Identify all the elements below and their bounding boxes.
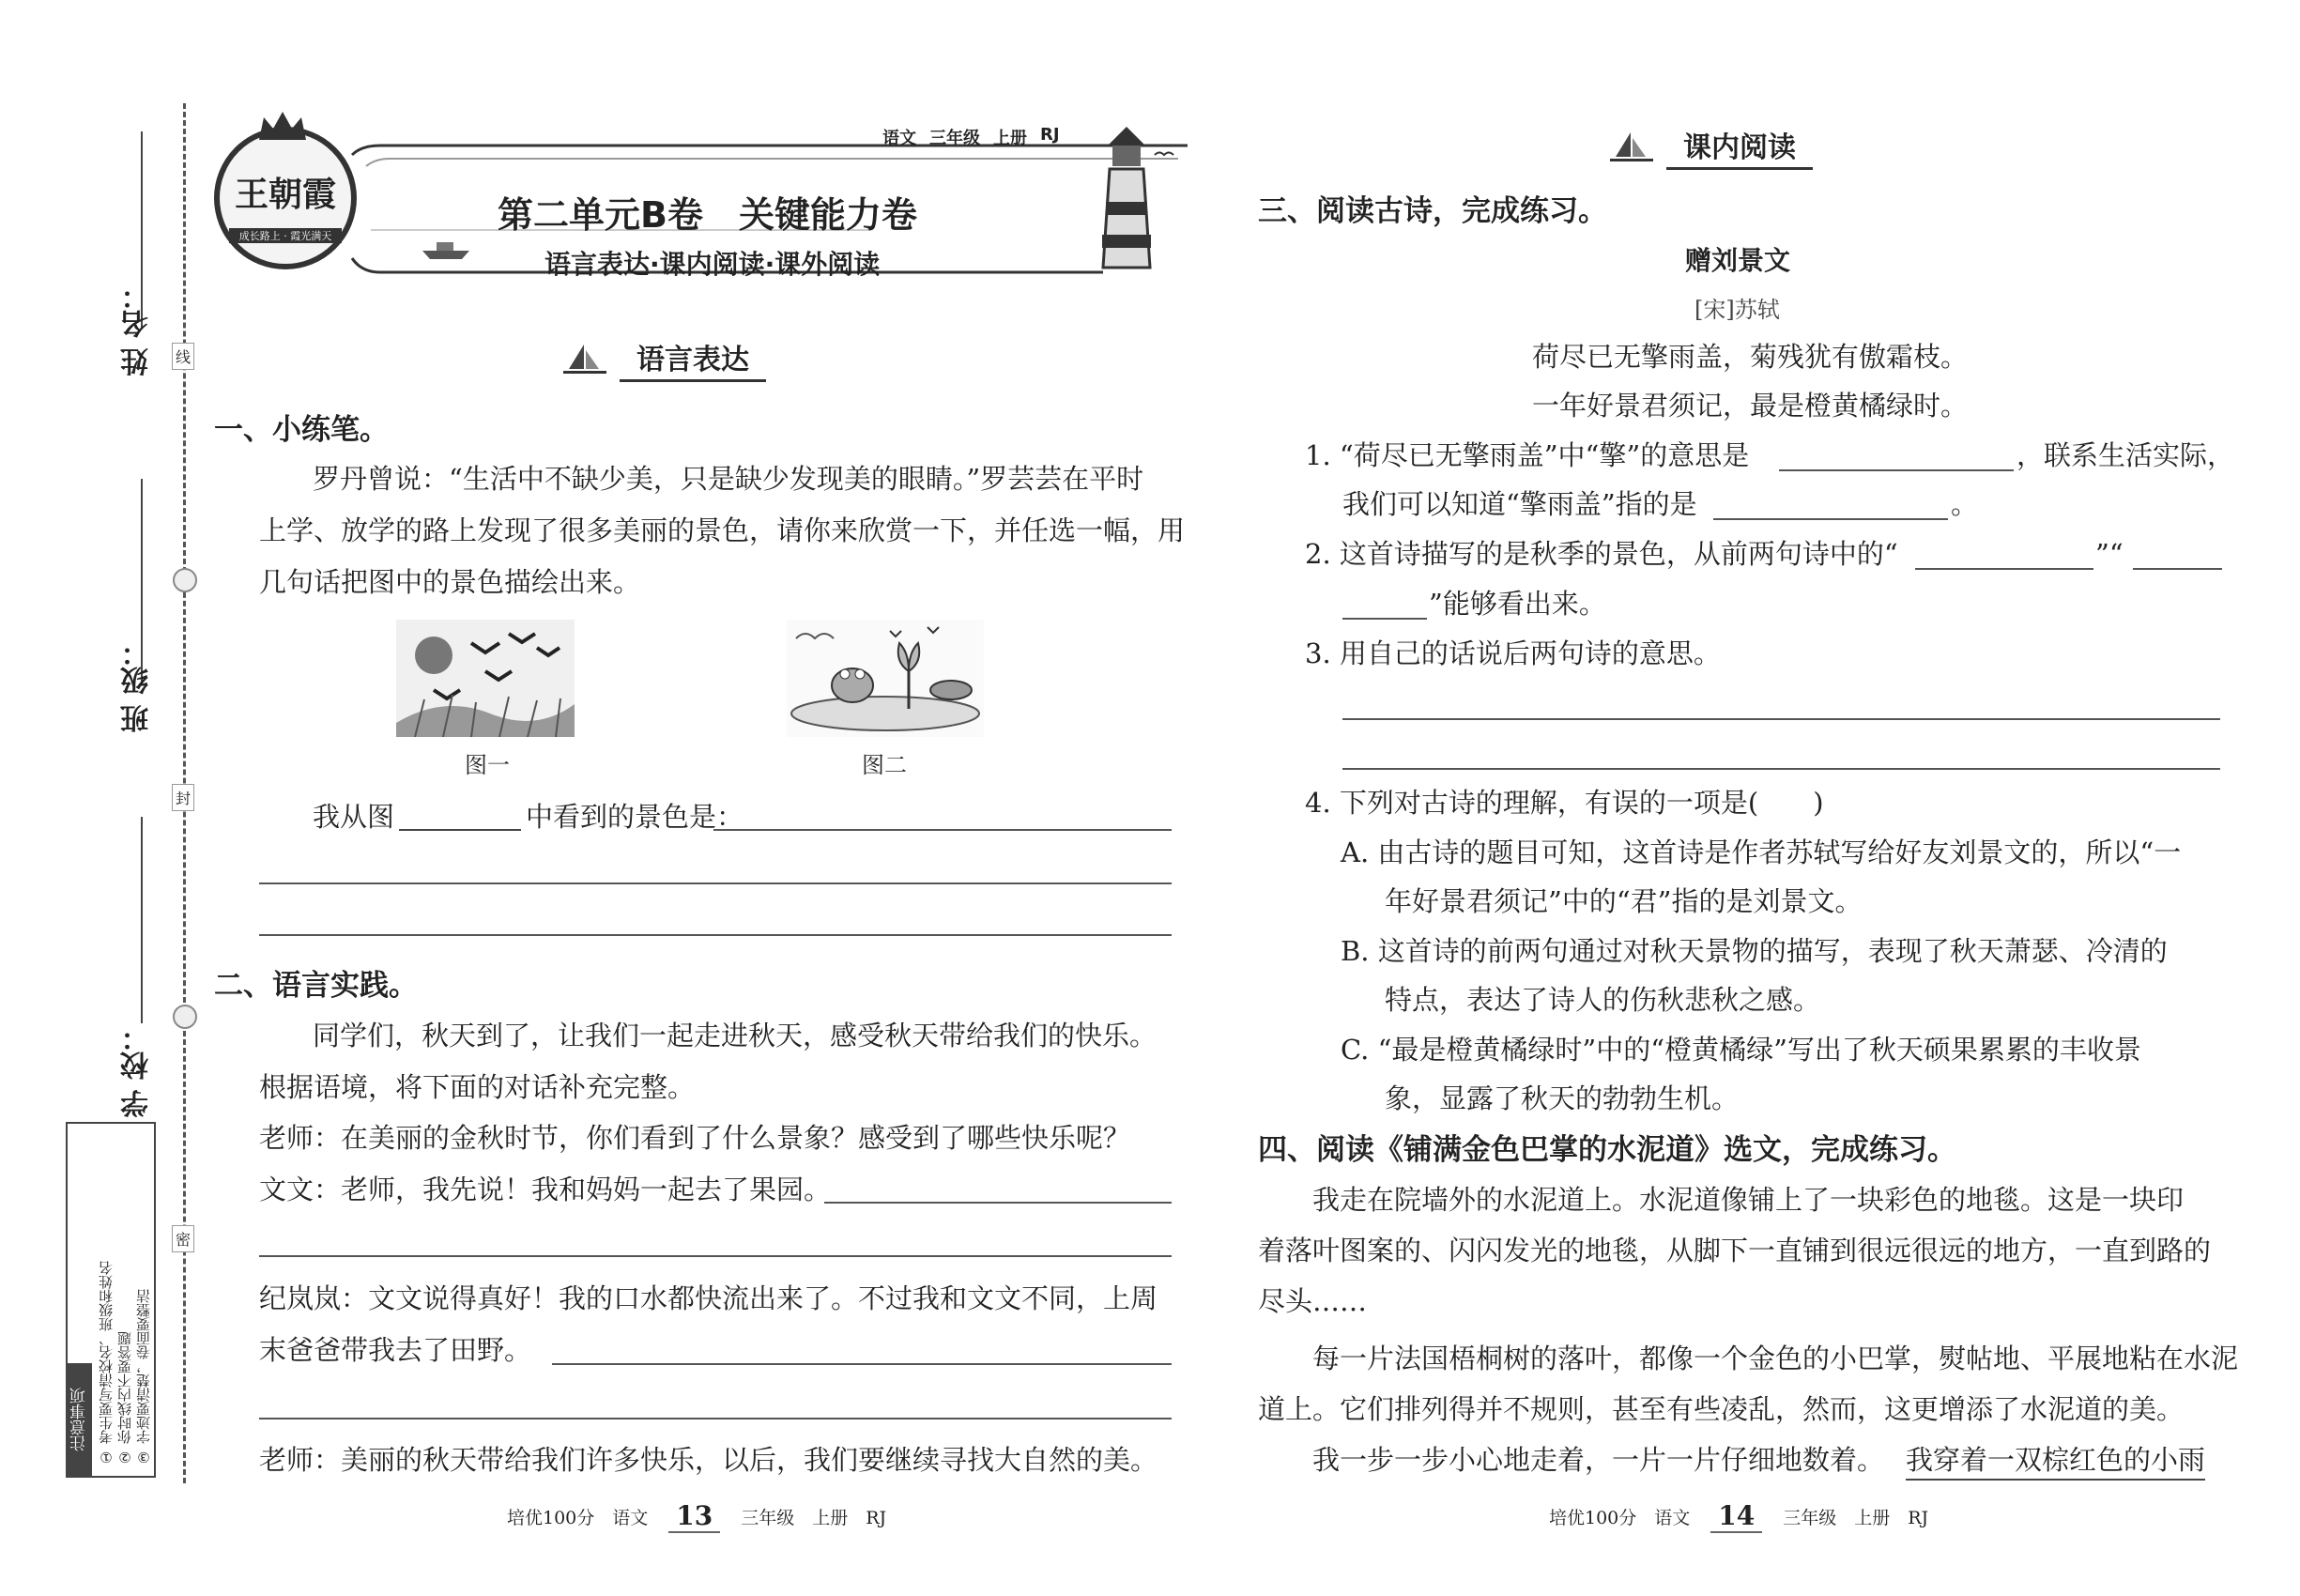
- q3-sub1-text-c: 我们可以知道“擎雨盖”指的是: [1342, 488, 1697, 520]
- cut-mark-1: 线: [172, 343, 194, 370]
- header-tags: [882, 125, 1060, 149]
- q3-sub4-text: 4. 下列对古诗的理解，有误的一项是( ): [1305, 787, 1824, 819]
- cut-mark-3: 密: [172, 1225, 194, 1252]
- tag-subject: 语文: [882, 129, 916, 148]
- section-banner-reading: [1610, 124, 1813, 170]
- logo-badge: [214, 127, 357, 269]
- q2-dialog-jilanlan-2: 末爸爸带我去了田野。: [259, 1334, 532, 1366]
- q3-sub1-text-a: 1. “荷尽已无擎雨盖”中“擎”的意思是: [1305, 439, 1750, 471]
- q2-jilanlan-answer-line-2[interactable]: [259, 1418, 1172, 1420]
- q3-sub1-blank-1[interactable]: [1779, 469, 2014, 471]
- sailboat-icon: [563, 343, 606, 376]
- q3-option-a-line-2: 年好景君须记”中的“君”指的是刘景文。: [1385, 885, 1863, 917]
- q4-p1-line-3: 尽头……: [1258, 1285, 1368, 1317]
- cut-mark-2: 封: [172, 784, 194, 811]
- q4-p2-line-1: 每一片法国梧桐树的落叶，都像一个金色的小巴掌，熨帖地、平展地粘在水泥: [1312, 1343, 2239, 1374]
- q3-option-c-line-1[interactable]: C. “最是橙黄橘绿时”中的“橙黄橘绿”写出了秋天硕果累累的丰收景: [1341, 1034, 2141, 1066]
- footer-right: [1549, 1500, 1928, 1533]
- q4-p1-line-1: 我走在院墙外的水泥道上。水泥道像铺上了一块彩色的地毯。这是一块印: [1312, 1184, 2185, 1216]
- q2-jilanlan-answer-line-1[interactable]: [552, 1363, 1172, 1365]
- q4-p3-text-a: 我一步一步小心地走着，一片一片仔细地数着。: [1312, 1444, 1885, 1476]
- q3-sub2-text-a: 2. 这首诗描写的是秋季的景色，从前两句诗中的“: [1305, 538, 1898, 570]
- poem-author: [宋]苏轼: [1694, 297, 1780, 323]
- footer-right-text-2: 三年级 上册 RJ: [1783, 1508, 1929, 1528]
- cut-hole-2: [173, 1005, 197, 1029]
- q2-dialog-jilanlan-1: 纪岚岚：文文说得真好！我的口水都快流出来了。不过我和文文不同，上周: [259, 1282, 1158, 1314]
- q3-option-b-line-1[interactable]: B. 这首诗的前两句通过对秋天景物的描写，表现了秋天萧瑟、冷清的: [1341, 935, 2168, 967]
- tag-volume: 上册: [993, 129, 1027, 148]
- figure-2-caption: 图二: [862, 752, 907, 778]
- q4-p3-text-b: 我穿着一双棕红色的小雨: [1906, 1441, 2205, 1481]
- q3-heading: 三、阅读古诗，完成练习。: [1258, 194, 1607, 228]
- q1-para-line-2: 上学、放学的路上发现了很多美丽的景色，请你来欣赏一下，并任选一幅，用: [259, 514, 1186, 546]
- poem-line-1: 荷尽已无擎雨盖，菊残犹有傲霜枝。: [1532, 341, 1969, 373]
- q1-answer-line-1[interactable]: [713, 829, 1172, 831]
- q1-answer-prefix: 我从图: [313, 801, 395, 833]
- q3-option-b-line-2: 特点，表达了诗人的伤秋悲秋之感。: [1385, 984, 1821, 1016]
- q1-answer-middle: 中看到的景色是：: [526, 801, 744, 833]
- q4-heading: 四、阅读《铺满金色巴掌的水泥道》选文，完成练习。: [1258, 1133, 1956, 1167]
- banner-language-text: 语言表达: [620, 336, 766, 382]
- figure-1-image: [396, 620, 575, 737]
- class-label: 班 级：: [121, 638, 154, 733]
- q2-dialog-wenwen: 文文：老师，我先说！我和妈妈一起去了果园。: [259, 1174, 832, 1205]
- q2-para-line-1: 同学们，秋天到了，让我们一起走进秋天，感受秋天带给我们的快乐。: [313, 1020, 1158, 1051]
- sailboat-icon: [1610, 130, 1653, 164]
- q1-para-line-3: 几句话把图中的景色描绘出来。: [259, 566, 641, 598]
- school-underline: [141, 817, 143, 1023]
- notice-box: [66, 1122, 156, 1478]
- poem-title: 赠刘景文: [1685, 245, 1791, 276]
- q3-sub2-blank-2b[interactable]: [1342, 618, 1427, 620]
- q3-sub2-text-c: ”能够看出来。: [1429, 588, 1606, 620]
- logo-slogan: 成长路上 · 霞光满天: [229, 228, 342, 243]
- footer-right-page-number: 14: [1710, 1500, 1762, 1533]
- q3-sub1-blank-2[interactable]: [1713, 518, 1948, 520]
- q2-dialog-teacher-2: 老师：美丽的秋天带给我们许多快乐，以后，我们要继续寻找大自然的美。: [259, 1444, 1158, 1476]
- q3-sub3-answer-line-2[interactable]: [1342, 768, 2220, 770]
- figure-2-image: [787, 620, 984, 737]
- page-title: 第二单元B卷 关键能力卷: [498, 194, 917, 236]
- q3-option-a-line-1[interactable]: A. 由古诗的题目可知，这首诗是作者苏轼写给好友刘景文的，所以“一: [1341, 836, 2182, 868]
- q2-wenwen-answer-line-2[interactable]: [259, 1255, 1172, 1257]
- footer-left-text-2: 三年级 上册 RJ: [741, 1508, 887, 1528]
- q3-option-c-line-2: 象，显露了秋天的勃勃生机。: [1385, 1082, 1740, 1114]
- notice-item-2: ② 你时线内不要答题: [116, 1331, 133, 1466]
- q2-heading: 二、语言实践。: [214, 969, 418, 1003]
- q3-sub1-text-b: ，联系生活实际，: [2016, 439, 2235, 471]
- q2-para-line-2: 根据语境，将下面的对话补充完整。: [259, 1071, 696, 1103]
- q3-sub2-text-b: ”“: [2095, 538, 2124, 570]
- q1-answer-line-2[interactable]: [259, 882, 1172, 884]
- footer-left-page-number: 13: [668, 1500, 720, 1533]
- q3-sub2-blank-2a[interactable]: [2133, 568, 2222, 570]
- logo-crown: [259, 112, 306, 140]
- banner-reading-text: 课内阅读: [1666, 124, 1813, 170]
- tag-grade: 三年级: [929, 129, 980, 148]
- page-subtitle: 语言表达·课内阅读·课外阅读: [544, 249, 881, 280]
- q1-figure-blank[interactable]: [399, 829, 521, 831]
- q1-para-line-1: 罗丹曾说：“生活中不缺少美，只是缺少发现美的眼睛。”罗芸芸在平时: [313, 463, 1144, 495]
- poem-line-2: 一年好景君须记，最是橙黄橘绿时。: [1532, 390, 1969, 422]
- q1-answer-line-3[interactable]: [259, 934, 1172, 936]
- q3-sub1-text-d: 。: [1951, 488, 1979, 520]
- notice-item-3: ③ 字迹要清楚，卷面要整洁: [135, 1289, 152, 1466]
- footer-left-text-1: 培优100分 语文: [507, 1508, 649, 1528]
- q3-sub3-text: 3. 用自己的话说后两句诗的意思。: [1305, 637, 1721, 669]
- school-label: 学 校：: [121, 1023, 154, 1118]
- notice-item-1: ① 考生要写清校名、班级和姓名: [98, 1261, 115, 1466]
- notice-title: 注意事项: [68, 1363, 92, 1476]
- q4-p1-line-2: 着落叶图案的、闪闪发光的地毯，从脚下一直铺到很远很远的地方，一直到路的: [1258, 1235, 2212, 1266]
- section-banner-language: [563, 336, 766, 382]
- ship-icon: [422, 237, 469, 260]
- q2-wenwen-answer-line-1[interactable]: [824, 1202, 1172, 1204]
- figure-1-caption: 图一: [465, 752, 510, 778]
- name-label: 姓 名：: [121, 282, 154, 376]
- footer-right-text-1: 培优100分 语文: [1549, 1508, 1691, 1528]
- q3-sub2-blank-1[interactable]: [1915, 568, 2093, 570]
- tag-edition: RJ: [1040, 125, 1060, 145]
- q3-sub3-answer-line-1[interactable]: [1342, 718, 2220, 720]
- cut-hole-1: [173, 568, 197, 592]
- footer-left: [507, 1500, 886, 1533]
- q2-dialog-teacher-1: 老师：在美丽的金秋时节，你们看到了什么景象？感受到了哪些快乐呢？: [259, 1122, 1131, 1154]
- q4-p2-line-2: 道上。它们排列得并不规则，甚至有些凌乱，然而，这更增添了水泥道的美。: [1258, 1393, 2185, 1425]
- lighthouse-icon: [1080, 127, 1183, 277]
- logo-text: 王朝霞: [234, 175, 336, 214]
- q1-heading: 一、小练笔。: [214, 413, 389, 447]
